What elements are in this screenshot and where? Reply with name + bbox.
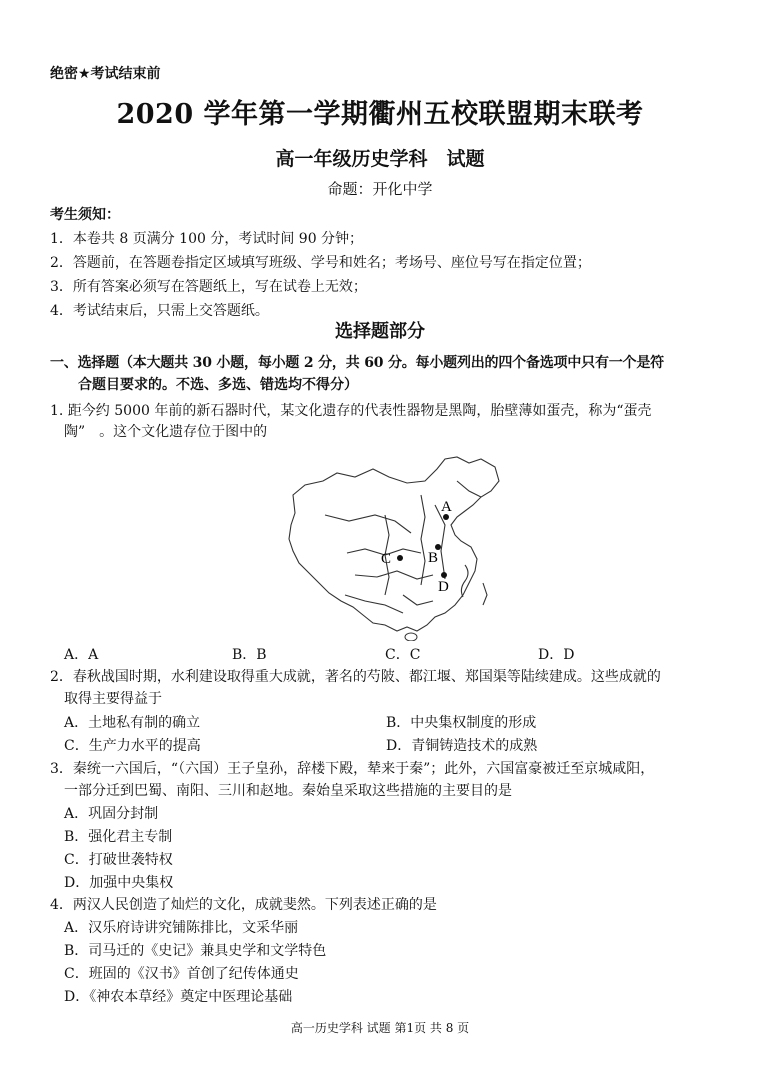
map-label-a: A (441, 499, 452, 515)
map-label-c: C (381, 551, 392, 567)
question-2-option-b[interactable]: B．中央集权制度的形成 (386, 715, 537, 731)
question-1-option-b[interactable]: B．B (232, 647, 267, 663)
exam-subtitle: 高一年级历史学科 试题 (275, 148, 485, 170)
question-3-option-d[interactable]: D．加强中央集权 (64, 875, 174, 891)
china-map (285, 455, 505, 641)
question-2-option-d[interactable]: D．青铜铸造技术的成熟 (386, 738, 538, 754)
question-3-stem-cont: 一部分迁到巴蜀、南阳、三川和赵地。秦始皇采取这些措施的主要目的是 (64, 783, 512, 799)
question-1-option-c[interactable]: C．C (385, 647, 421, 663)
page-footer: 高一历史学科 试题 第1页 共 8 页 (290, 1021, 470, 1035)
question-3-option-b[interactable]: B．强化君主专制 (64, 829, 173, 845)
map-label-d: D (438, 579, 449, 595)
question-1-option-a[interactable]: A．A (64, 647, 99, 663)
map-point-c (397, 555, 403, 561)
notice-heading: 考生须知： (50, 207, 120, 223)
question-2-stem-cont: 取得主要得益于 (64, 691, 162, 707)
section-intro: 一、选择题（本大题共 30 小题，每小题 2 分，共 60 分。每小题列出的四个备选项中只有一个是符 (50, 355, 664, 371)
question-4-option-d[interactable]: D．《神农本草经》奠定中医理论基础 (64, 989, 293, 1005)
section-intro-cont: 合题目要求的。不选、多选、错选均不得分） (78, 377, 358, 393)
question-3-stem: 3．秦统一六国后，“（六国）王子皇孙，辞楼下殿，辇来于秦”；此外，六国富豪被迁至京城咸阳， (50, 761, 655, 777)
question-2-option-c[interactable]: C．生产力水平的提高 (64, 738, 201, 754)
question-4-option-b[interactable]: B．司马迁的《史记》兼具史学和文学特色 (64, 943, 327, 959)
notice-item: 4．考试结束后，只需上交答题纸。 (50, 303, 269, 319)
question-4-stem: 4．两汉人民创造了灿烂的文化，成就斐然。下列表述正确的是 (50, 897, 437, 913)
question-4-option-c[interactable]: C．班固的《汉书》首创了纪传体通史 (64, 966, 299, 982)
secret-label: 绝密★考试结束前 (50, 66, 161, 82)
question-2-option-a[interactable]: A．土地私有制的确立 (64, 715, 201, 731)
exam-title: 2020 学年第一学期衢州五校联盟期末联考 (116, 99, 644, 130)
question-1-stem: 1. 距今约 5000 年前的新石器时代，某文化遗存的代表性器物是黑陶，胎壁薄如蛋壳，称为“蛋壳 (50, 403, 652, 419)
notice-item: 1．本卷共 8 页满分 100 分，考试时间 90 分钟； (50, 231, 364, 247)
map-label-b: B (428, 550, 439, 566)
question-2-stem: 2．春秋战国时期，水利建设取得重大成就，著名的芍陂、都江堰、郑国渠等陆续建成。这些成就的 (50, 669, 661, 685)
question-1-option-d[interactable]: D．D (538, 647, 575, 663)
question-1-stem-cont: 陶” 。这个文化遗存位于图中的 (64, 424, 268, 440)
section-title: 选择题部分 (335, 321, 425, 342)
map-point-d (441, 572, 447, 578)
question-4-option-a[interactable]: A．汉乐府诗讲究铺陈排比，文采华丽 (64, 920, 299, 936)
question-3-option-c[interactable]: C．打破世袭特权 (64, 852, 173, 868)
notice-item: 3．所有答案必须写在答题纸上，写在试卷上无效； (50, 279, 367, 295)
exam-author: 命题：开化中学 (327, 180, 433, 198)
notice-item: 2．答题前，在答题卷指定区域填写班级、学号和姓名；考场号、座位号写在指定位置； (50, 255, 591, 271)
question-3-option-a[interactable]: A．巩固分封制 (64, 806, 159, 822)
